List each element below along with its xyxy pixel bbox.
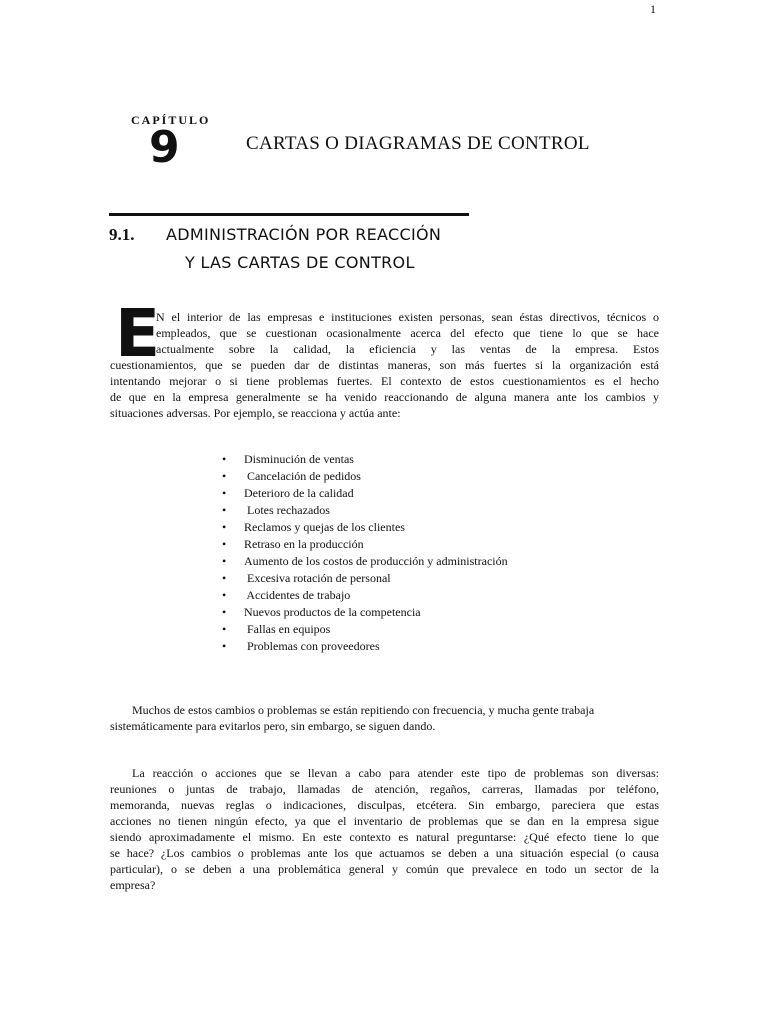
- chapter-title: CARTAS O DIAGRAMAS DE CONTROL: [246, 133, 590, 154]
- paragraph-line: Muchos de estos cambios o problemas se están repitiendo con frecuencia, y mucha gente trabaja: [132, 703, 595, 717]
- list-item: [222, 468, 508, 485]
- paragraph-line: La reacción o acciones que se llevan a cabo para atender este tipo de problemas son diversas:: [132, 766, 659, 780]
- list-item-text: Accidentes de trabajo: [244, 588, 351, 602]
- bullet-icon: •: [222, 622, 227, 636]
- drop-cap: E: [115, 295, 161, 372]
- paragraph-line: de que en la empresa generalmente se ha venido reaccionando de alguna manera ante los cambios y: [110, 390, 659, 404]
- list-item: [222, 485, 508, 502]
- list-item: [222, 587, 508, 604]
- list-item-text: Lotes rechazados: [244, 503, 330, 517]
- paragraph-line: N el interior de las empresas e instituciones existen personas, sean éstas directivos, técnicos o: [156, 310, 659, 324]
- paragraph-line: cuestionamientos, que se pueden dar de distintas maneras, son más fuertes si la organización está: [110, 358, 659, 372]
- list-item: [222, 519, 508, 536]
- list-item: [222, 570, 508, 587]
- bullet-icon: •: [222, 486, 227, 500]
- list-item: [222, 536, 508, 553]
- section-number: 9.1.: [109, 225, 135, 244]
- paragraph-line: actualmente sobre la calidad, la eficiencia y las ventas de la empresa. Estos: [156, 342, 659, 356]
- bullet-icon: •: [222, 571, 227, 585]
- bullet-icon: •: [222, 639, 227, 653]
- paragraph-line: se hace? ¿Los cambios o problemas ante los que actuamos se deben a una situación especial (o causa: [110, 846, 659, 860]
- bullet-icon: •: [222, 469, 227, 483]
- list-item-text: Excesiva rotación de personal: [244, 571, 391, 585]
- list-item: [222, 451, 508, 468]
- paragraph-line: siendo aproximadamente el mismo. En este contexto es natural preguntarse: ¿Qué efecto tiene lo que: [110, 830, 659, 844]
- bullet-icon: •: [222, 452, 227, 466]
- paragraph-line: particular), o se deben a una problemática general y común que prevalece en todo un sector de la: [110, 862, 659, 876]
- list-item: [222, 621, 508, 638]
- paragraph-line: situaciones adversas. Por ejemplo, se reacciona y actúa ante:: [110, 406, 401, 420]
- paragraph-line: intentando mejorar o si tiene problemas fuertes. El contexto de estos cuestionamientos es el hecho: [110, 374, 659, 388]
- list-item-text: Reclamos y quejas de los clientes: [244, 520, 405, 534]
- list-item-text: Disminución de ventas: [244, 452, 354, 466]
- bullet-list: [222, 451, 508, 655]
- section-divider: [109, 213, 469, 216]
- paragraph-line: empresa?: [110, 878, 156, 892]
- paragraph-line: empleados, que se cuestionan ocasionalmente acerca del efecto que tiene lo que se hace: [156, 326, 659, 340]
- paragraph-line: memoranda, nuevas reglas o indicaciones, disculpas, etcétera. Sin embargo, pareciera que estas: [110, 798, 659, 812]
- list-item-text: Problemas con proveedores: [244, 639, 380, 653]
- list-item-text: Retraso en la producción: [244, 537, 364, 551]
- section-title-line-1: ADMINISTRACIÓN POR REACCIÓN: [166, 225, 442, 244]
- paragraph-line: acciones no tienen ningún efecto, ya que el inventario de problemas que se dan en la empresa sigue: [110, 814, 659, 828]
- section-title-line-2: Y LAS CARTAS DE CONTROL: [185, 253, 415, 272]
- page-number: 1: [650, 2, 656, 16]
- bullet-icon: •: [222, 605, 227, 619]
- list-item-text: Fallas en equipos: [244, 622, 331, 636]
- bullet-icon: •: [222, 503, 227, 517]
- chapter-number: 9: [149, 122, 180, 173]
- list-item: [222, 604, 508, 621]
- list-item: [222, 502, 508, 519]
- bullet-icon: •: [222, 554, 227, 568]
- list-item: [222, 638, 508, 655]
- list-item-text: Deterioro de la calidad: [244, 486, 354, 500]
- bullet-icon: •: [222, 537, 227, 551]
- bullet-icon: •: [222, 588, 227, 602]
- list-item-text: Aumento de los costos de producción y administración: [244, 554, 508, 568]
- chapter-label: CAPÍTULO: [131, 113, 211, 127]
- paragraph-line: reuniones o juntas de trabajo, llamadas de atención, regaños, carreras, llamadas por teléfono,: [110, 782, 659, 796]
- list-item: [222, 553, 508, 570]
- paragraph-line: sistemáticamente para evitarlos pero, sin embargo, se siguen dando.: [110, 719, 436, 733]
- list-item-text: Cancelación de pedidos: [244, 469, 361, 483]
- bullet-icon: •: [222, 520, 227, 534]
- list-item-text: Nuevos productos de la competencia: [244, 605, 421, 619]
